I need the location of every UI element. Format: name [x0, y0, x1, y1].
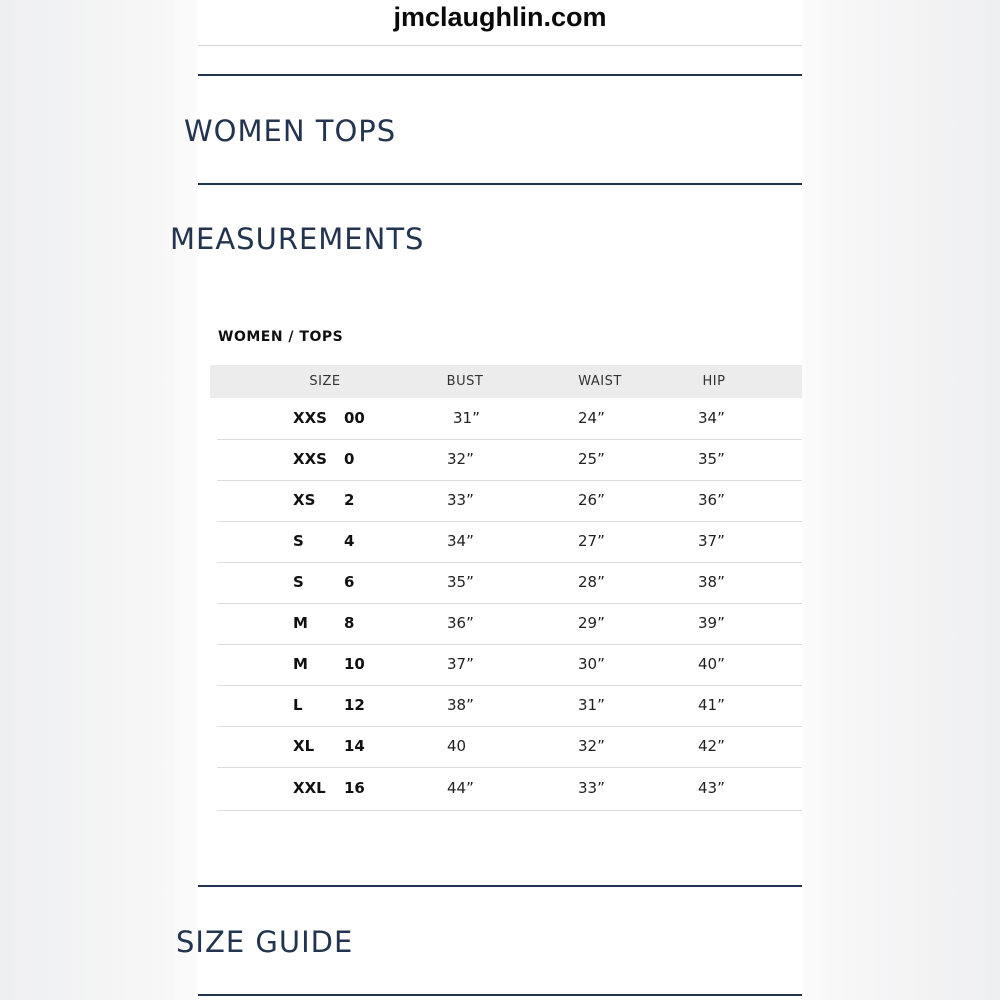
- waist-value: 30”: [578, 655, 605, 673]
- hip-value: 43”: [698, 779, 725, 797]
- table-row: [217, 768, 802, 811]
- size-letter: L: [293, 696, 303, 714]
- hip-value: 35”: [698, 450, 725, 468]
- table-row: [217, 439, 802, 481]
- table-row: [217, 562, 802, 604]
- size-letter: XL: [293, 737, 315, 755]
- bust-value: 44”: [447, 779, 474, 797]
- size-number: 12: [344, 696, 365, 714]
- waist-value: 29”: [578, 614, 605, 632]
- hip-value: 39”: [698, 614, 725, 632]
- section-title-women-tops[interactable]: WOMEN TOPS: [184, 114, 397, 148]
- section-rule: [198, 74, 802, 76]
- size-number: 10: [344, 655, 365, 673]
- table-row: [217, 603, 802, 645]
- bust-value: 37”: [447, 655, 474, 673]
- section-rule: [198, 885, 802, 887]
- size-number: 00: [344, 409, 365, 427]
- section-rule: [198, 183, 802, 185]
- bust-value: 34”: [447, 532, 474, 550]
- size-number: 2: [344, 491, 355, 509]
- left-backdrop: [0, 0, 198, 1000]
- size-letter: S: [293, 532, 304, 550]
- column-header-size: SIZE: [309, 374, 341, 389]
- waist-value: 33”: [578, 779, 605, 797]
- hip-value: 40”: [698, 655, 725, 673]
- waist-value: 27”: [578, 532, 605, 550]
- table-row: [217, 685, 802, 727]
- waist-value: 31”: [578, 696, 605, 714]
- table-caption: WOMEN / TOPS: [218, 329, 344, 345]
- bust-value: 32”: [447, 450, 474, 468]
- bust-value: 36”: [447, 614, 474, 632]
- hip-value: 34”: [698, 409, 725, 427]
- header-divider: [198, 45, 802, 46]
- size-letter: M: [293, 614, 308, 632]
- bust-value: 33”: [447, 491, 474, 509]
- size-number: 0: [344, 450, 355, 468]
- table-row: [217, 398, 802, 440]
- column-header-hip: HIP: [702, 374, 726, 389]
- right-backdrop: [802, 0, 1000, 1000]
- table-row: [217, 644, 802, 686]
- bust-value: 31”: [453, 409, 480, 427]
- table-row: [217, 521, 802, 563]
- size-letter: XXS: [293, 450, 327, 468]
- hip-value: 37”: [698, 532, 725, 550]
- hip-value: 41”: [698, 696, 725, 714]
- bust-value: 38”: [447, 696, 474, 714]
- section-title-measurements[interactable]: MEASUREMENTS: [170, 222, 425, 256]
- size-letter: XS: [293, 491, 316, 509]
- column-header-bust: BUST: [446, 374, 484, 389]
- waist-value: 25”: [578, 450, 605, 468]
- size-number: 4: [344, 532, 355, 550]
- size-letter: S: [293, 573, 304, 591]
- size-letter: XXS: [293, 409, 327, 427]
- size-number: 14: [344, 737, 365, 755]
- section-rule: [198, 994, 802, 996]
- hip-value: 38”: [698, 573, 725, 591]
- size-letter: XXL: [293, 779, 326, 797]
- page[interactable]: [170, 0, 802, 1000]
- site-domain: jmclaughlin.com: [393, 2, 607, 32]
- bust-value: 35”: [447, 573, 474, 591]
- column-header-waist: WAIST: [578, 374, 622, 389]
- hip-value: 36”: [698, 491, 725, 509]
- waist-value: 26”: [578, 491, 605, 509]
- table-row: [217, 480, 802, 522]
- size-number: 8: [344, 614, 355, 632]
- bust-value: 40: [447, 737, 467, 755]
- table-row: [217, 726, 802, 768]
- size-letter: M: [293, 655, 308, 673]
- section-title-size-guide[interactable]: SIZE GUIDE: [176, 925, 354, 959]
- waist-value: 24”: [578, 409, 605, 427]
- size-number: 16: [344, 779, 365, 797]
- waist-value: 32”: [578, 737, 605, 755]
- waist-value: 28”: [578, 573, 605, 591]
- size-number: 6: [344, 573, 355, 591]
- hip-value: 42”: [698, 737, 725, 755]
- table-header: [210, 365, 802, 398]
